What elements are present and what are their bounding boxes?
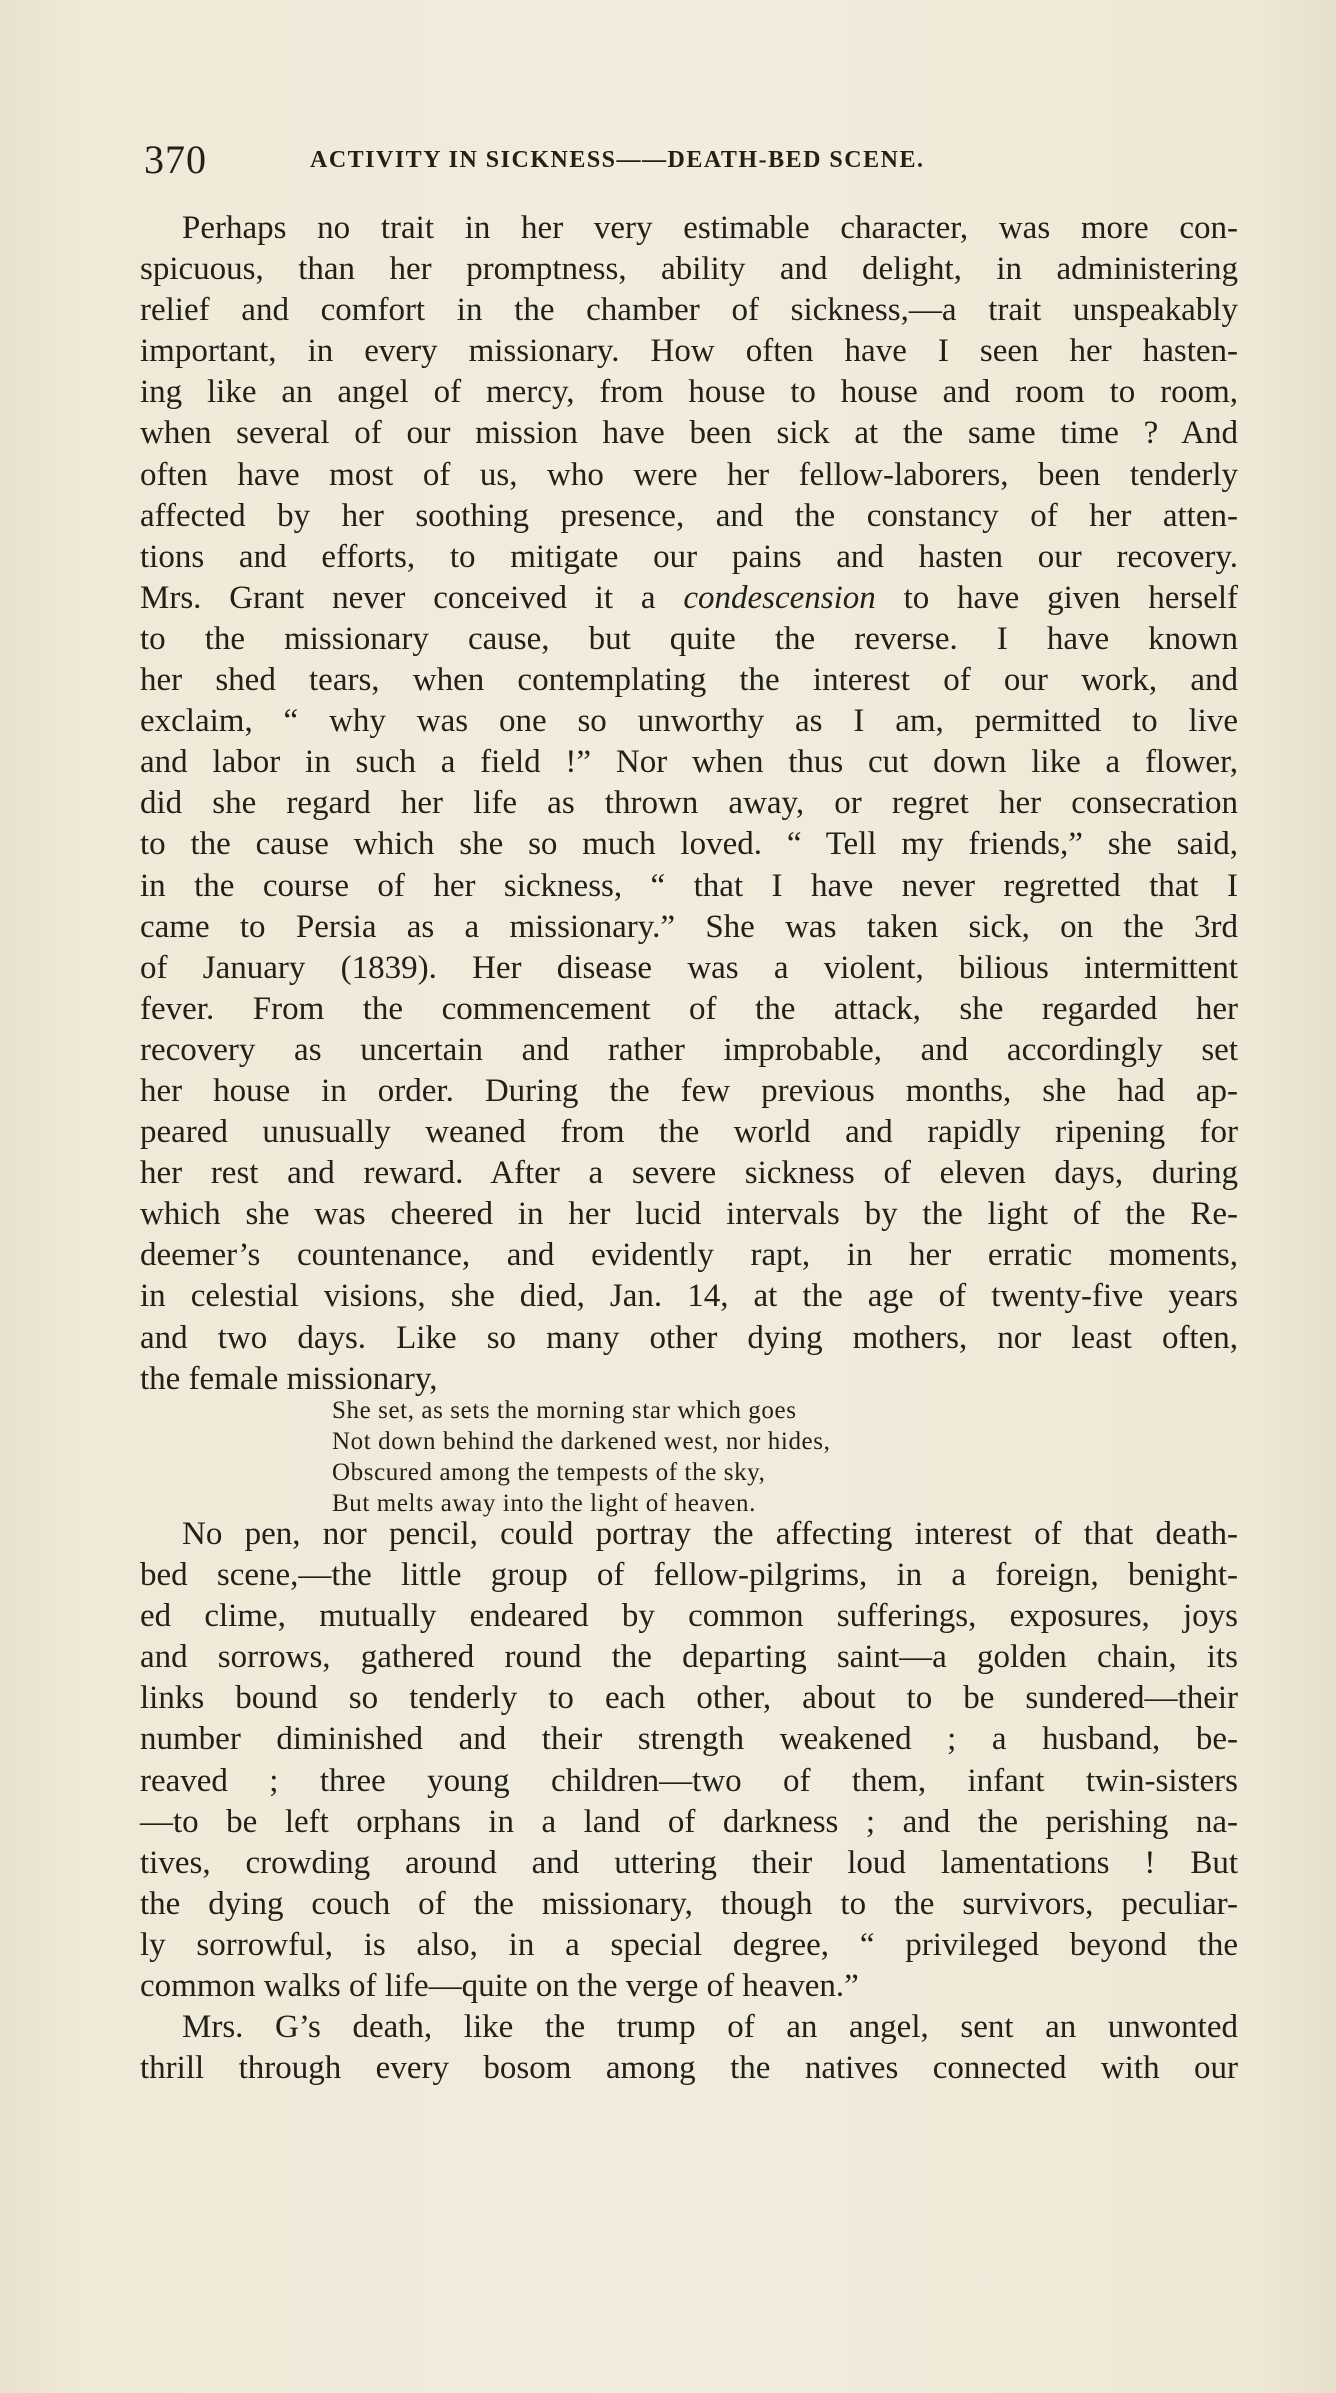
text-line: and two days. Like so many other dying mothers, nor least often, [140,1319,1238,1356]
text-line: recovery as uncertain and rather improbable, and accordingly set [140,1031,1238,1068]
text-line: which she was cheered in her lucid intervals by the light of the Re- [140,1196,1238,1233]
text-line: her rest and reward. After a severe sickness of eleven days, during [140,1155,1238,1192]
text-line: often have most of us, who were her fellow-laborers, been tenderly [140,456,1238,493]
text-line: affected by her soothing presence, and the constancy of her atten- [140,497,1238,534]
text-line: fever. From the commencement of the attack, she regarded her [140,990,1238,1027]
text-line: Mrs. G’s death, like the trump of an angel, sent an unwonted [182,2009,1238,2045]
text-line: spicuous, than her promptness, ability and delight, in administering [140,251,1238,288]
text-line: her house in order. During the few previous months, she had ap- [140,1072,1238,1109]
text-line: Perhaps no trait in her very estimable character, was more con- [182,210,1238,246]
text-segment: Mrs. Grant never conceived it a [140,579,684,616]
text-line: in the course of her sickness, “ that I have never regretted that I [140,867,1238,904]
running-head: ACTIVITY IN SICKNESS——DEATH-BED SCENE. [310,147,925,173]
verse-line: She set, as sets the morning star which goes [332,1397,797,1424]
text-line: number diminished and their strength weakened ; a husband, be- [140,1721,1238,1758]
text-line: and sorrows, gathered round the departing saint—a golden chain, its [140,1639,1238,1676]
text-line: relief and comfort in the chamber of sickness,—a trait unspeakably [140,292,1238,329]
text-line: —to be left orphans in a land of darkness ; and the perishing na- [140,1803,1238,1840]
page-number: 370 [144,137,207,182]
text-line: the dying couch of the missionary, though to the survivors, peculiar- [140,1885,1238,1922]
text-line: the female missionary, [140,1360,438,1397]
verse-quotation [332,1395,1012,1519]
text-line: in celestial visions, she died, Jan. 14, at the age of twenty-five years [140,1278,1238,1315]
paragraph-2 [140,1514,1238,2007]
text-line: bed scene,—the little group of fellow-pilgrims, in a foreign, benight- [140,1557,1238,1594]
text-line: ly sorrowful, is also, in a special degree, “ privileged beyond the [140,1926,1238,1963]
text-line: came to Persia as a missionary.” She was taken sick, on the 3rd [140,908,1238,945]
verse-line: Obscured among the tempests of the sky, [332,1459,766,1486]
text-line [140,578,1238,619]
text-line: tives, crowding around and uttering their loud lamentations ! But [140,1844,1238,1881]
paragraph-1 [140,208,1238,1400]
text-line: of January (1839). Her disease was a violent, bilious intermittent [140,949,1238,986]
text-line: exclaim, “ why was one so unworthy as I am, permitted to live [140,703,1238,740]
text-line: to the missionary cause, but quite the reverse. I have known [140,620,1238,657]
text-line: links bound so tenderly to each other, about to be sundered—their [140,1680,1238,1717]
text-line: common walks of life—quite on the verge of heaven.” [140,1968,859,2005]
text-line: ed clime, mutually endeared by common sufferings, exposures, joys [140,1598,1238,1635]
text-line: important, in every missionary. How often have I seen her hasten- [140,333,1238,370]
paragraph-3 [140,2007,1238,2089]
text-line: deemer’s countenance, and evidently rapt, in her erratic moments, [140,1237,1238,1274]
text-line: ing like an angel of mercy, from house to house and room to room, [140,374,1238,411]
text-segment: to have given herself [875,579,1238,616]
text-line: when several of our mission have been sick at the same time ? And [140,415,1238,452]
verse-line: But melts away into the light of heaven. [332,1490,756,1517]
text-line: No pen, nor pencil, could portray the affecting interest of that death- [182,1516,1238,1552]
text-line: tions and efforts, to mitigate our pains and hasten our recovery. [140,538,1238,575]
text-line: her shed tears, when contemplating the interest of our work, and [140,662,1238,699]
text-line: thrill through every bosom among the natives connected with our [140,2050,1238,2087]
verse-line: Not down behind the darkened west, nor hides, [332,1428,831,1455]
text-line: reaved ; three young children—two of them, infant twin-sisters [140,1762,1238,1799]
text-line: peared unusually weaned from the world and rapidly ripening for [140,1114,1238,1151]
text-line: to the cause which she so much loved. “ Tell my friends,” she said, [140,826,1238,863]
text-line: did she regard her life as thrown away, or regret her consecration [140,785,1238,822]
page-header [144,136,1084,186]
text-line: and labor in such a field !” Nor when thus cut down like a flower, [140,744,1238,781]
italic-word: condescension [683,579,876,616]
